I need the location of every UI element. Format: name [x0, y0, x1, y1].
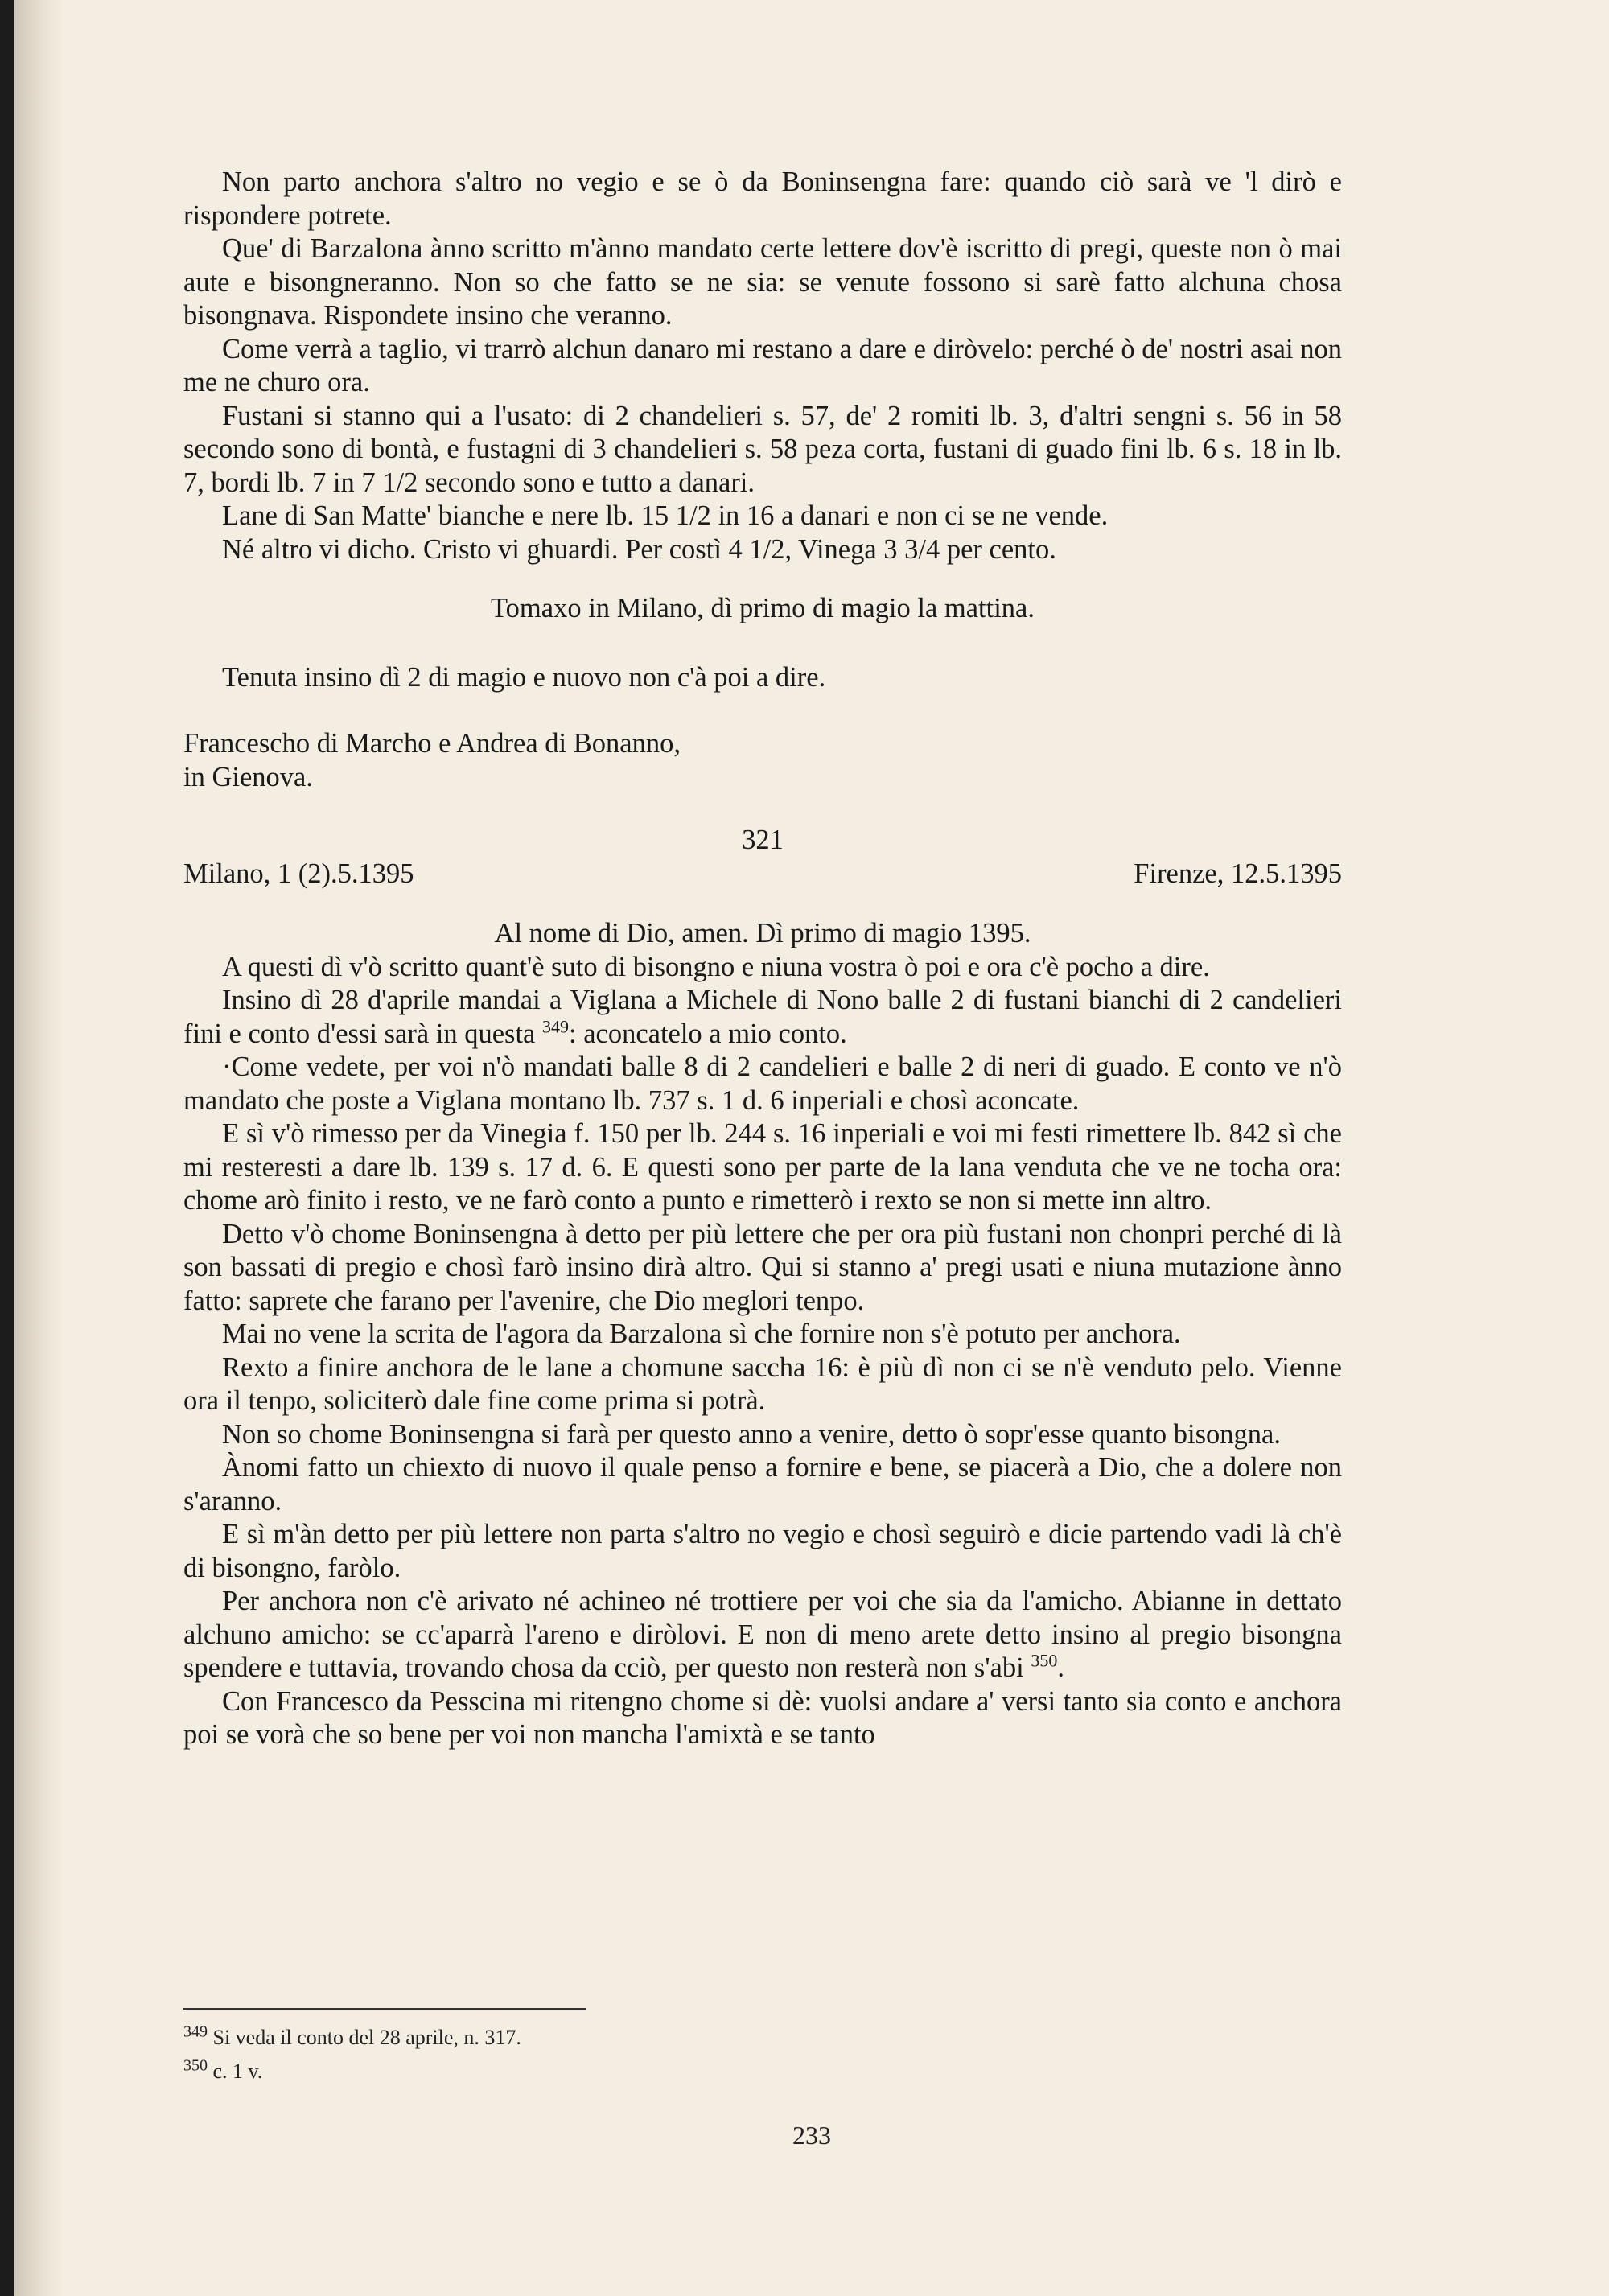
footnote-text: c. 1 v. [212, 2059, 263, 2083]
footnote-ref[interactable]: 350 [1031, 1650, 1058, 1671]
paragraph: A questi dì v'ò scritto quant'è suto di bisongno e niuna vostra ò poi e ora c'è pocho a dire. [222, 951, 1210, 982]
place-left: Milano, 1 (2).5.1395 [183, 858, 414, 889]
address-line-1: Francescho di Marcho e Andrea di Bonanno, [183, 728, 681, 759]
footnote [183, 2022, 521, 2050]
footnote-text: Si veda il conto del 28 aprile, n. 317. [212, 2026, 521, 2049]
paragraph: Fustani si stanno qui a l'usato: di 2 chandelieri s. 57, de' 2 romiti lb. 3, d'altri sengni s. 56 in 58 secondo sono di bontà, e fustagni di 3 chandelieri s. 58 peza corta, fustani di guado fini lb. 6 s. 18 in lb. 7, bordi lb. 7 in 7 1/2 secondo sono e tutto a danari. [183, 400, 1342, 498]
signature-line [183, 592, 1342, 626]
paragraph: Come verrà a taglio, vi trarrò alchun danaro mi restano a dare e diròvelo: perché ò de' nostri asai non me ne churo ora. [183, 333, 1342, 397]
signature: Tomaxo in Milano, dì primo di magio la mattina. [491, 593, 1035, 623]
text: : aconcatelo a mio conto. [568, 1018, 847, 1049]
address-line-2: in Gienova. [183, 761, 313, 792]
paragraph: Mai no vene la scrita de l'agora da Barzalona sì che fornire non s'è potuto per anchora. [222, 1319, 1181, 1349]
footnote [183, 2056, 263, 2084]
letter-320-closing [183, 166, 1342, 566]
page-number: 233 [792, 2121, 831, 2150]
paragraph: ·Come vedete, per voi n'ò mandati balle 8 di 2 candelieri e balle 2 di neri di guado. E conto ve n'ò mandato che poste a Viglana montano lb. 737 s. 1 d. 6 inperiali e chosì aconcate. [183, 1051, 1342, 1116]
opening: Al nome di Dio, amen. Dì primo di magio 1395. [494, 918, 1031, 948]
paragraph: Detto v'ò chome Boninsengna à detto per più lettere che per ora più fustani non chonpri perché di là son bassati di pregio e chosì farò insino dirà altro. Qui si stanno a' pregi usati e niuna mutazione ànno fatto: saprete che farano per l'avenire, che Dio meglori tenpo. [183, 1218, 1342, 1316]
footnote-number: 349 [183, 2022, 208, 2041]
letter-number: 321 [742, 825, 784, 855]
address-block [183, 727, 1342, 794]
paragraph: Que' di Barzalona ànno scritto m'ànno mandato certe lettere dov'è iscritto di pregi, queste non ò mai aute e bisongneranno. Non so che fatto se ne sia: se venute fossono si sarè fatto alchuna chosa bisongnava. Rispondete insino che veranno. [183, 233, 1342, 331]
tenuta: Tenuta insino dì 2 di magio e nuovo non c'à poi a dire. [222, 662, 826, 693]
paragraph [183, 1585, 1342, 1685]
footnote-ref[interactable]: 349 [541, 1016, 569, 1036]
tenuta-line [183, 661, 1342, 695]
paragraph: Con Francesco da Pesscina mi ritengno chome si dè: vuolsi andare a' versi tanto sia conto e anchora poi se vorà che so bene per voi non mancha l'amixtà e se tanto [183, 1685, 1342, 1750]
paragraph: E sì v'ò rimesso per da Vinegia f. 150 per lb. 244 s. 16 inperiali e voi mi festi rimettere lb. 842 sì che mi resteresti a dare lb. 139 s. 17 d. 6. E questi sono per parte de la lana venduta che ve ne tocha ora: chome arò finito i resto, ve ne farò conto a punto e rimetterò i rexto se non si mette inn altro. [183, 1118, 1342, 1216]
paragraph: Lane di San Matte' bianche e nere lb. 15 1/2 in 16 a danari e non ci se ne vende. [222, 500, 1109, 531]
place-date-row [183, 858, 1342, 891]
paragraph: E sì m'àn detto per più lettere non parta s'altro no vegio e chosì seguirò e dicie partendo vadi là ch'è di bisongno, faròlo. [183, 1519, 1342, 1583]
place-right: Firenze, 12.5.1395 [1134, 858, 1342, 889]
paragraph: Né altro vi dicho. Cristo vi ghuardi. Per costì 4 1/2, Vinega 3 3/4 per cento. [222, 533, 1056, 565]
text: Per anchora non c'è arivato né achineo né trottiere per voi che sia da l'amicho. Abianne in dettato alchuno amicho: se cc'aparrà l'areno e diròlovi. E non di meno arete detto insino al pregio bisongna spendere e tuttavia, trovando chosa da cciò, per questo non resterà non s'abi [183, 1586, 1342, 1683]
paragraph: Non parto anchora s'altro no vegio e se ò da Boninsengna fare: quando ciò sarà ve 'l dirò e rispondere potrete. [183, 167, 1342, 231]
letter-321-body [183, 917, 1342, 1752]
footnote-rule [183, 2008, 586, 2010]
paragraph: Non so chome Boninsengna si farà per questo anno a venire, detto ò sopr'esse quanto bisongna. [222, 1418, 1281, 1450]
text: . [1057, 1652, 1064, 1683]
text: Insino dì 28 d'aprile mandai a Viglana a Michele di Nono balle 2 di fustani bianchi di 2 candelieri fini e conto d'essi sarà in questa [183, 985, 1342, 1049]
paragraph: Rexto a finire anchora de le lane a chomune saccha 16: è più dì non ci se n'è venduto pelo. Vienne ora il tenpo, soliciterò dale fine come prima si potrà. [183, 1352, 1342, 1416]
footnote-number: 350 [183, 2056, 208, 2075]
paragraph [183, 984, 1342, 1051]
book-gutter [14, 0, 63, 2296]
page [14, 0, 1609, 2296]
letter-321-header [183, 824, 1342, 891]
paragraph: Ànomi fatto un chiexto di nuovo il quale penso a fornire e bene, se piacerà a Dio, che a dolere non s'aranno. [183, 1452, 1342, 1516]
